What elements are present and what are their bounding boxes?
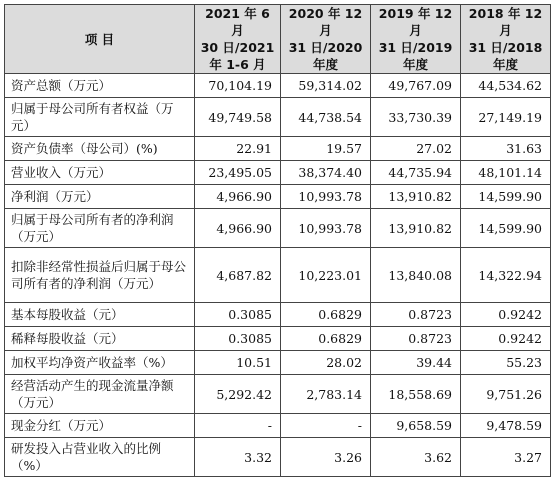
cell-value: 49,767.09 [371,74,461,98]
cell-value: 27,149.19 [461,98,551,137]
header-col-2021h1 [195,5,281,74]
cell-value: 10.51 [195,351,281,375]
table-row [5,98,551,137]
cell-value: 3.32 [195,438,281,477]
row-label: 扣除非经常性损益后归属于母公司所有者的净利润（万元） [5,248,195,303]
table-row [5,414,551,438]
cell-value: 33,730.39 [371,98,461,137]
header-line: 年度 [492,57,518,72]
cell-value: 44,735.94 [371,161,461,185]
cell-value: 0.3085 [195,327,281,351]
cell-value: 14,322.94 [461,248,551,303]
table-row [5,74,551,98]
table-row [5,209,551,248]
cell-value: 49,749.58 [195,98,281,137]
cell-value: 0.6829 [281,303,371,327]
cell-value: 55.23 [461,351,551,375]
row-label: 归属于母公司所有者权益（万元） [5,98,195,137]
table-row [5,375,551,414]
cell-value: 59,314.02 [281,74,371,98]
row-label: 净利润（万元） [5,185,195,209]
cell-value: 4,687.82 [195,248,281,303]
cell-value: 4,966.90 [195,209,281,248]
table-row [5,185,551,209]
row-label: 营业收入（万元） [5,161,195,185]
header-line: 2021 年 6 月 [205,6,270,38]
header-col-2020 [281,5,371,74]
header-item: 项 目 [5,5,195,74]
cell-value: 10,993.78 [281,185,371,209]
header-line: 31 日/2019 [378,40,453,55]
header-line: 2020 年 12 月 [288,6,363,38]
cell-value: 4,966.90 [195,185,281,209]
header-col-2018 [461,5,551,74]
cell-value: 9,751.26 [461,375,551,414]
cell-value: 23,495.05 [195,161,281,185]
header-line: 年 1-6 月 [209,57,266,72]
header-line: 2018 年 12 月 [468,6,543,38]
header-line: 2019 年 12 月 [378,6,453,38]
cell-value: 0.9242 [461,303,551,327]
table-row [5,137,551,161]
table-row [5,327,551,351]
header-line: 31 日/2020 [288,40,363,55]
cell-value: 0.8723 [371,327,461,351]
cell-value: 14,599.90 [461,209,551,248]
cell-value: 14,599.90 [461,185,551,209]
row-label: 研发投入占营业收入的比例（%） [5,438,195,477]
table-row [5,351,551,375]
header-line: 30 日/2021 [200,40,275,55]
row-label: 资产总额（万元） [5,74,195,98]
cell-value: 44,738.54 [281,98,371,137]
row-label: 基本每股收益（元） [5,303,195,327]
row-label: 现金分红（万元） [5,414,195,438]
cell-value: 22.91 [195,137,281,161]
cell-value: - [195,414,281,438]
cell-value: 27.02 [371,137,461,161]
cell-value: 0.9242 [461,327,551,351]
financial-data-table [4,4,551,477]
cell-value: 10,993.78 [281,209,371,248]
row-label: 加权平均净资产收益率（%） [5,351,195,375]
cell-value: 38,374.40 [281,161,371,185]
table-row [5,161,551,185]
cell-value: 13,840.08 [371,248,461,303]
cell-value: 2,783.14 [281,375,371,414]
cell-value: 39.44 [371,351,461,375]
cell-value: 19.57 [281,137,371,161]
cell-value: 31.63 [461,137,551,161]
cell-value: 0.3085 [195,303,281,327]
row-label: 归属于母公司所有者的净利润（万元） [5,209,195,248]
table-header-row [5,5,551,74]
row-label: 经营活动产生的现金流量净额（万元） [5,375,195,414]
cell-value: 10,223.01 [281,248,371,303]
header-line: 31 日/2018 [468,40,543,55]
cell-value: 44,534.62 [461,74,551,98]
cell-value: 0.8723 [371,303,461,327]
cell-value: 5,292.42 [195,375,281,414]
header-line: 年度 [312,57,338,72]
cell-value: 28.02 [281,351,371,375]
header-col-2019 [371,5,461,74]
table-row [5,303,551,327]
row-label: 资产负债率（母公司）(%) [5,137,195,161]
cell-value: 9,658.59 [371,414,461,438]
cell-value: 13,910.82 [371,209,461,248]
row-label: 稀释每股收益（元） [5,327,195,351]
cell-value: 3.62 [371,438,461,477]
cell-value: 13,910.82 [371,185,461,209]
cell-value: 0.6829 [281,327,371,351]
cell-value: 70,104.19 [195,74,281,98]
table-row [5,248,551,303]
cell-value: 9,478.59 [461,414,551,438]
cell-value: 18,558.69 [371,375,461,414]
header-line: 年度 [402,57,428,72]
cell-value: 3.27 [461,438,551,477]
cell-value: - [281,414,371,438]
cell-value: 3.26 [281,438,371,477]
table-row [5,438,551,477]
cell-value: 48,101.14 [461,161,551,185]
